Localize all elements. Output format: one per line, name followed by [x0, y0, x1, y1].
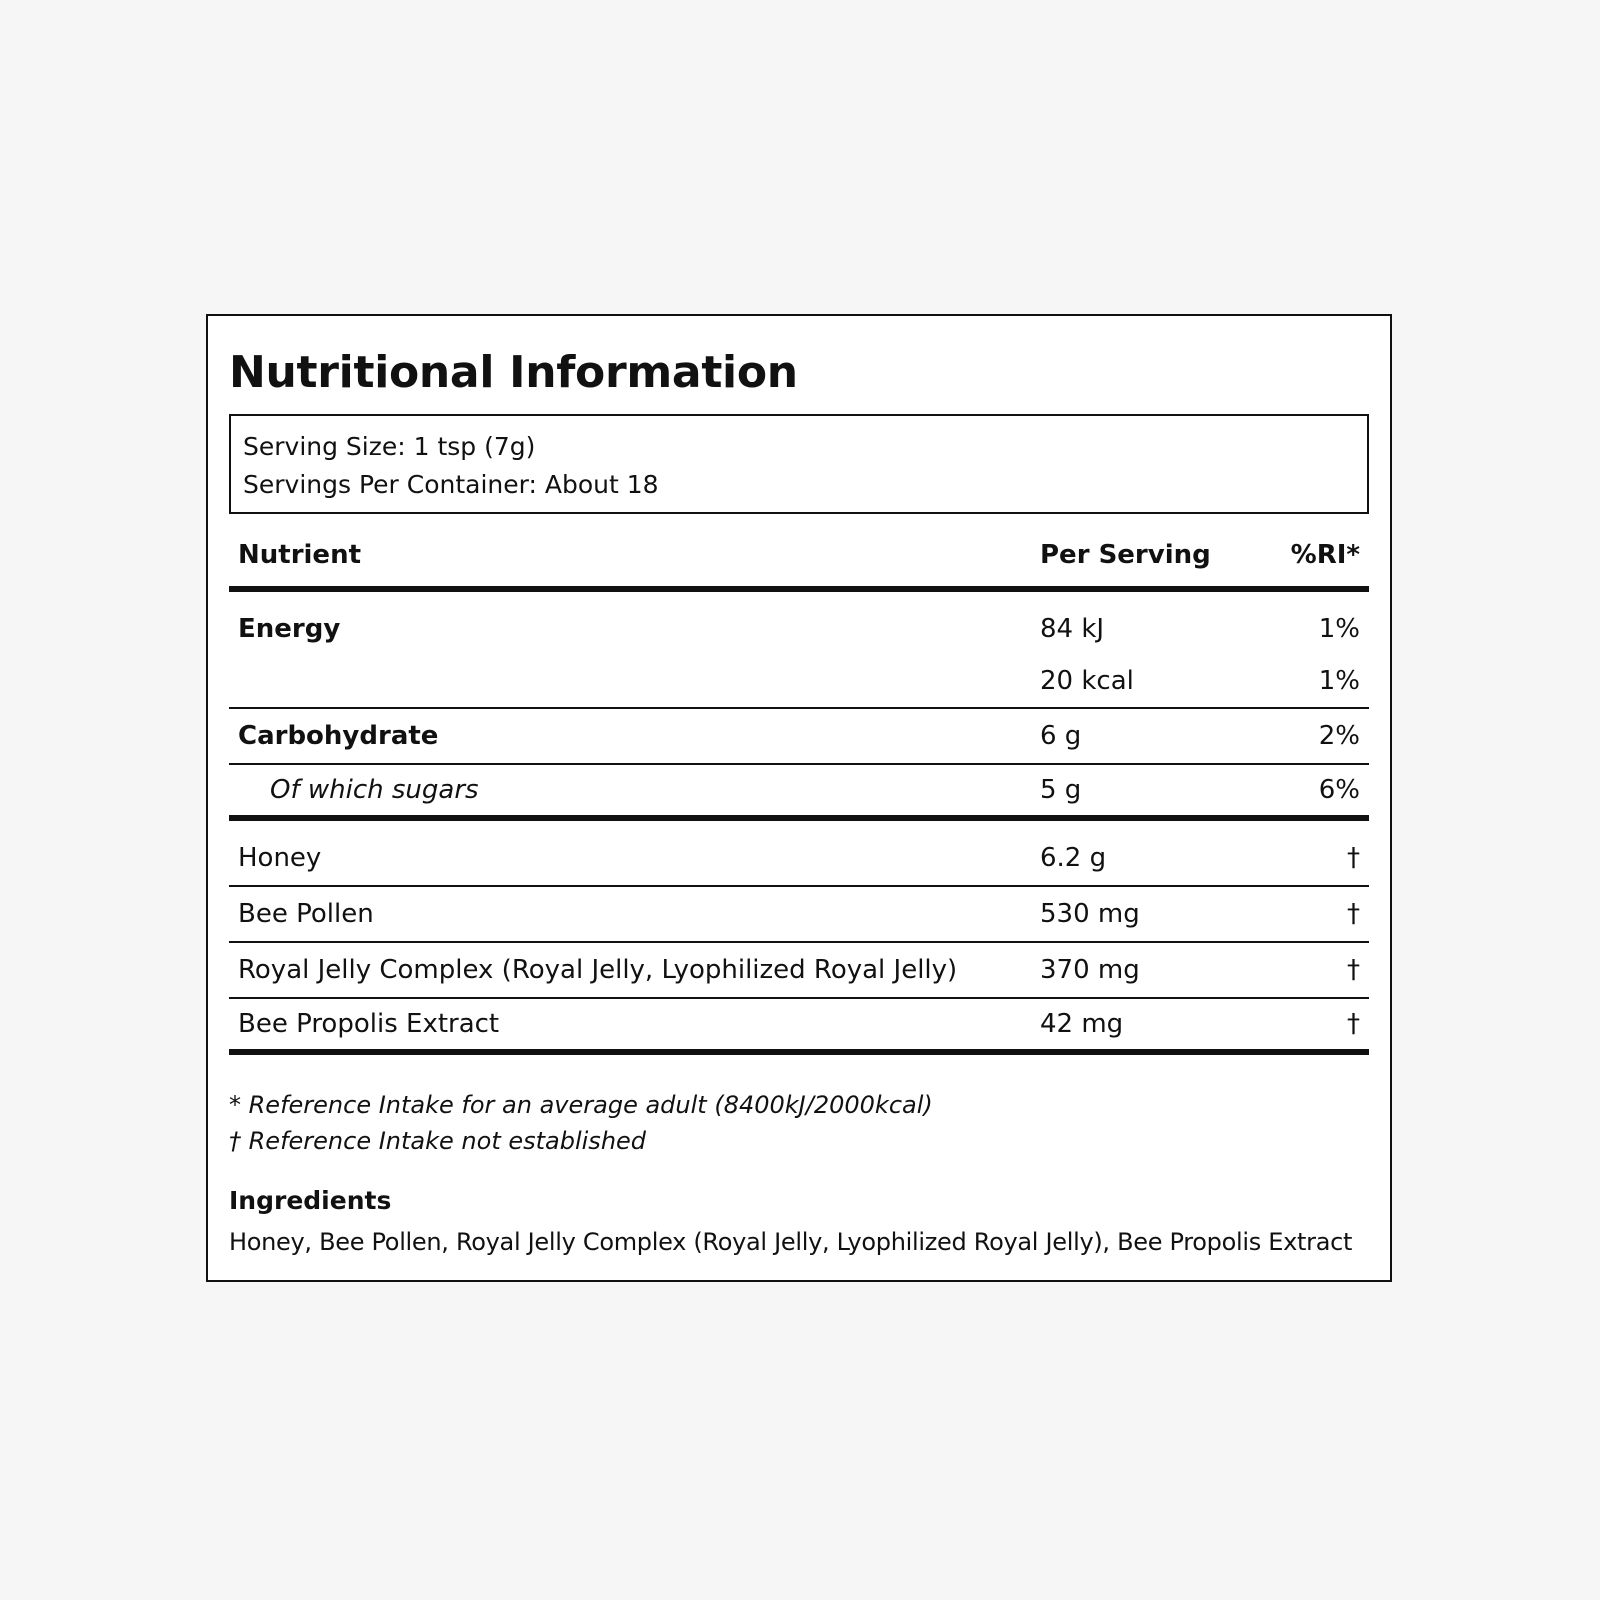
serving-size: Serving Size: 1 tsp (7g) [243, 432, 536, 461]
header-per-serving: Per Serving [1040, 540, 1211, 570]
per-serving-value: 20 kcal [1040, 666, 1134, 696]
per-serving-value: 84 kJ [1040, 613, 1105, 644]
nutrient-name: Carbohydrate [238, 721, 439, 751]
nutrition-label [206, 314, 1392, 1282]
nutrient-name: Bee Pollen [238, 899, 374, 929]
nutrition-table [229, 538, 1369, 1055]
nutrient-name: Honey [238, 843, 322, 873]
nutrient-name: Of which sugars [270, 775, 479, 805]
table-row-energy-kcal [229, 655, 1369, 709]
table-row-sugars [229, 765, 1369, 821]
footnote-ri: * Reference Intake for an average adult (8400kJ/2000kcal) [229, 1091, 933, 1119]
ri-value: † [1347, 843, 1360, 873]
table-row-honey [229, 821, 1369, 887]
ingredients-heading: Ingredients [229, 1186, 392, 1215]
footnotes [229, 1087, 1369, 1159]
header-ri: %RI* [1290, 540, 1360, 570]
nutrient-name: Royal Jelly Complex (Royal Jelly, Lyophilized Royal Jelly) [238, 955, 958, 985]
footnote-not-established: † Reference Intake not established [229, 1127, 647, 1155]
ri-value: 6% [1318, 775, 1360, 805]
ri-value: † [1347, 955, 1360, 985]
table-row-propolis [229, 999, 1369, 1055]
per-serving-value: 370 mg [1040, 955, 1140, 985]
header-nutrient: Nutrient [238, 540, 362, 570]
nutrient-name: Energy [238, 613, 341, 644]
table-header-row [229, 538, 1369, 592]
servings-per-container: Servings Per Container: About 18 [243, 470, 659, 499]
ingredients-list: Honey, Bee Pollen, Royal Jelly Complex (Royal Jelly, Lyophilized Royal Jelly), Bee Propolis Extract [229, 1228, 1353, 1256]
per-serving-value: 6.2 g [1040, 843, 1107, 873]
per-serving-value: 42 mg [1040, 1009, 1124, 1039]
ri-value: 2% [1318, 721, 1360, 751]
per-serving-value: 5 g [1040, 775, 1082, 805]
per-serving-value: 530 mg [1040, 899, 1140, 929]
ri-value: 1% [1318, 613, 1360, 644]
table-row-carbohydrate [229, 709, 1369, 765]
table-row-royal-jelly [229, 943, 1369, 999]
table-row-bee-pollen [229, 887, 1369, 943]
table-row-energy-kj [229, 592, 1369, 655]
serving-info-box [229, 414, 1369, 514]
ri-value: † [1347, 899, 1360, 929]
label-title: Nutritional Information [229, 347, 798, 398]
nutrient-name: Bee Propolis Extract [238, 1009, 500, 1039]
ri-value: † [1347, 1009, 1360, 1039]
ri-value: 1% [1318, 666, 1360, 696]
per-serving-value: 6 g [1040, 721, 1082, 751]
